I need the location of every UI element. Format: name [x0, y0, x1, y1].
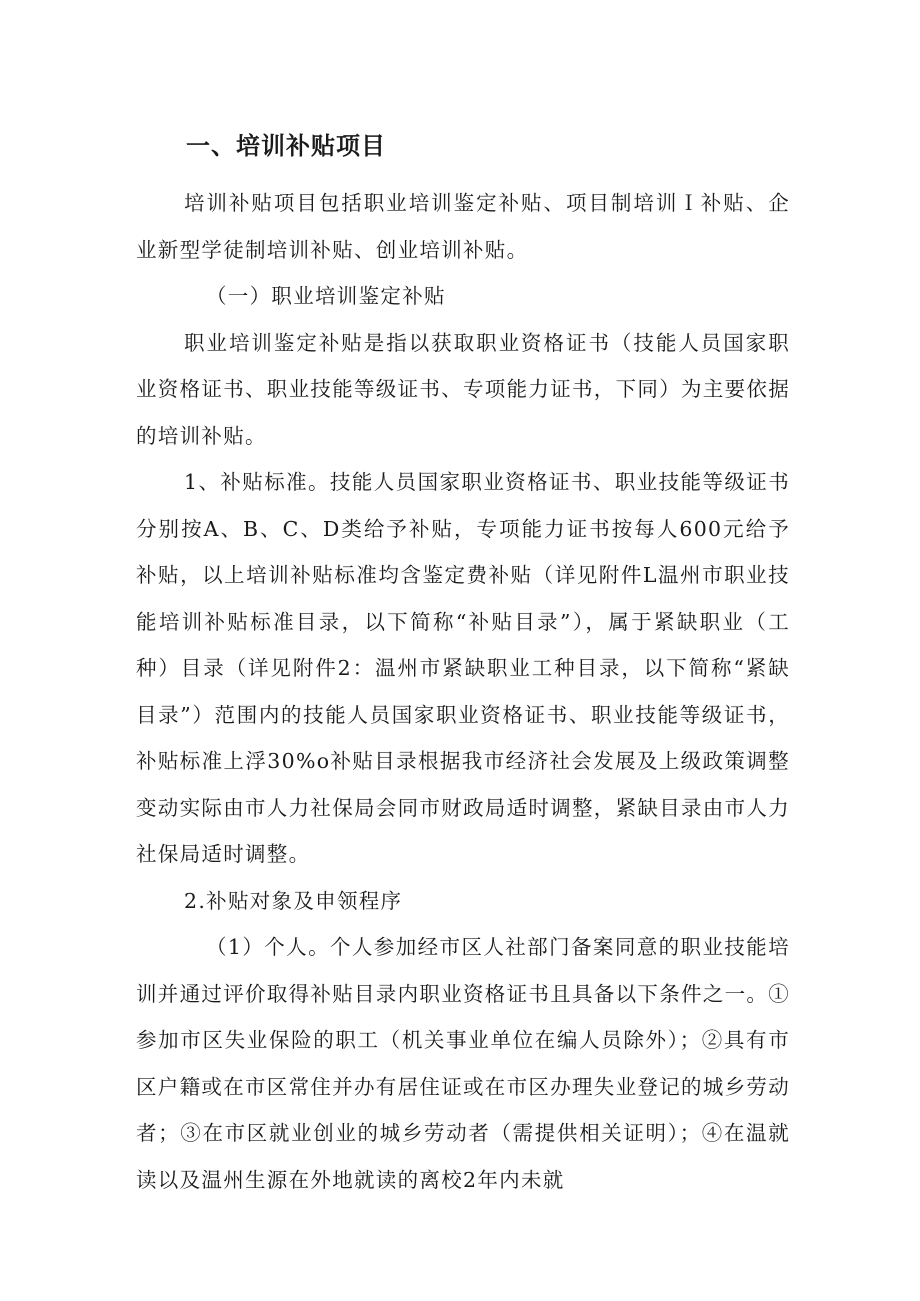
paragraph-individual: （1）个人。个人参加经市区人社部门备案同意的职业技能培训并通过评价取得补贴目录内职业资格证书且具备以下条件之一。①参加市区失业保险的职工（机关事业单位在编人员除外）；②具有市区户籍或在市区常住并办有居住证或在市区办理失业登记的城乡劳动者；③在市区就业创业的城乡劳动者（需提供相关证明）；④在温就读以及温州生源在外地就读的离校2年内未就 — [136, 935, 790, 1192]
section-heading: 一、培训补贴项目 — [186, 132, 386, 160]
paragraph-subsidy-standard: 1、补贴标准。技能人员国家职业资格证书、职业技能等级证书分别按A、B、C、D类给予补贴，专项能力证书按每人600元给予补贴，以上培训补贴标准均含鉴定费补贴（详见附件L温州市职业技能培训补贴标准目录，以下简称“补贴目录”），属于紧缺职业（工种）目录（详见附件2：温州市紧缺职业工种目录，以下简称“紧缺目录”）范围内的技能人员国家职业资格证书、职业技能等级证书，补贴标准上浮30%o补贴目录根据我市经济社会发展及上级政策调整变动实际由市人力社保局会同市财政局适时调整，紧缺目录由市人力社保局适时调整。 — [136, 470, 790, 866]
paragraph-definition: 职业培训鉴定补贴是指以获取职业资格证书（技能人员国家职业资格证书、职业技能等级证书、专项能力证书，下同）为主要依据的培训补贴。 — [136, 330, 790, 448]
subsection-heading: （一）职业培训鉴定补贴 — [206, 284, 446, 308]
paragraph-intro: 培训补贴项目包括职业培训鉴定补贴、项目制培训Ｉ补贴、企业新型学徒制培训补贴、创业培训补贴。 — [136, 191, 790, 262]
document-body — [136, 124, 790, 1203]
paragraph-subsidy-target-heading: 2.补贴对象及申领程序 — [184, 888, 403, 913]
